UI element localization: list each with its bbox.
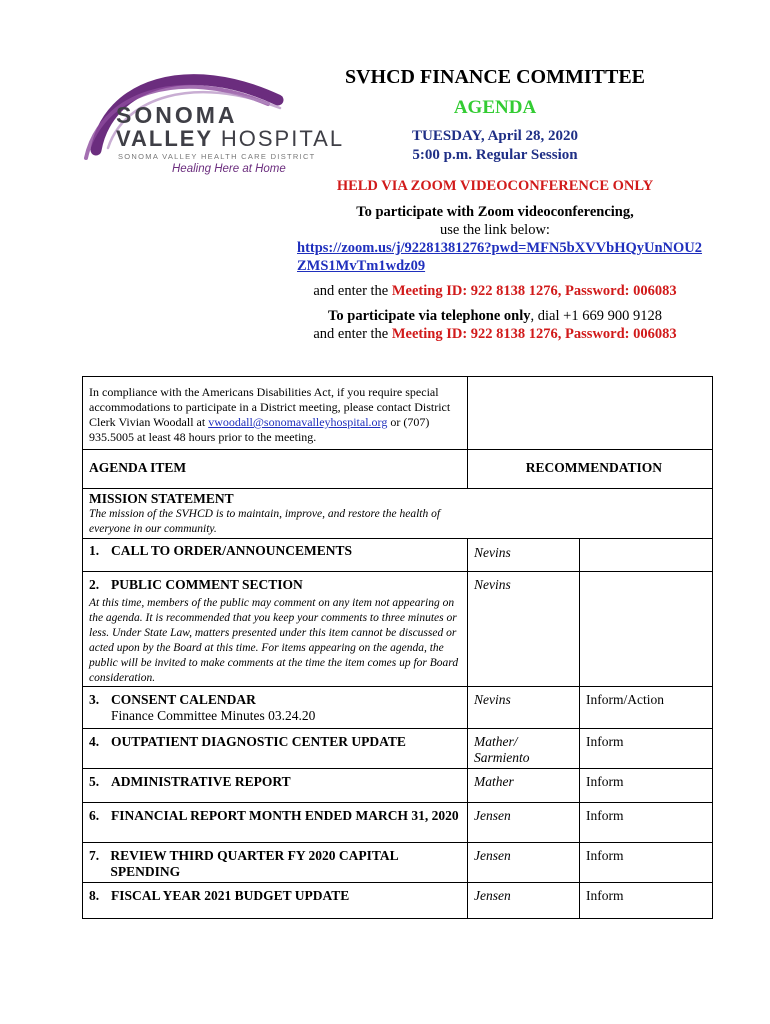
- meeting-date: TUESDAY, April 28, 2020: [411, 128, 579, 144]
- phone-line: To participate via telephone only, dial +1 669 900 9128: [328, 308, 662, 324]
- item-title: REVIEW THIRD QUARTER FY 2020 CAPITAL SPENDING: [110, 848, 398, 879]
- presenter: Jensen: [468, 843, 580, 883]
- zoom-link[interactable]: https://zoom.us/j/92281381276?pwd=MFN5bXVVbHQyUnNOU2ZMS1MvTm1wdz09: [297, 240, 703, 274]
- item-title: ADMINISTRATIVE REPORT: [111, 774, 291, 789]
- recommendation: Inform: [580, 729, 713, 769]
- zoom-only-notice: HELD VIA ZOOM VIDEOCONFERENCE ONLY: [336, 178, 654, 194]
- presenter: Mather: [468, 769, 580, 803]
- meeting-id-line: and enter the Meeting ID: 922 8138 1276, Password: 006083: [313, 283, 677, 299]
- recommendation: Inform: [580, 803, 713, 843]
- agenda-label: AGENDA: [453, 97, 537, 118]
- item-title: CONSENT CALENDAR: [111, 692, 256, 707]
- item-title: OUTPATIENT DIAGNOSTIC CENTER UPDATE: [111, 734, 406, 749]
- recommendation: Inform: [580, 883, 713, 919]
- presenter: Nevins: [468, 687, 580, 729]
- logo-district: SONOMA VALLEY HEALTH CARE DISTRICT: [118, 152, 316, 161]
- agenda-table: [82, 376, 713, 919]
- table-header-row: [83, 450, 713, 489]
- presenter: Mather/ Sarmiento: [468, 729, 580, 769]
- mission-text: The mission of the SVHCD is to maintain, improve, and restore the health of everyone in our community.: [89, 508, 441, 535]
- meeting-id-line-2: and enter the Meeting ID: 922 8138 1276, Password: 006083: [313, 326, 677, 342]
- item-note: At this time, members of the public may comment on any item not appearing on the agenda. It is recommended that you keep your comments to three minutes or less. Under State Law, matters presented under this item cannot be discussed or acted upon by the Board at this time. For items appearing on the agenda, the public will be invited to make comments at the time the item comes up for Board consideration.: [89, 597, 459, 684]
- zoom-intro: To participate with Zoom videoconferencing,: [356, 204, 634, 220]
- meeting-id-2: Meeting ID: 922 8138 1276, Password: 006083: [391, 326, 677, 342]
- recommendation: [580, 539, 713, 572]
- item-title: CALL TO ORDER/ANNOUNCEMENTS: [111, 543, 353, 558]
- item-title: FINANCIAL REPORT MONTH ENDED MARCH 31, 2020: [111, 808, 459, 823]
- meeting-id: Meeting ID: 922 8138 1276, Password: 006083: [391, 283, 677, 299]
- presenter: Nevins: [468, 572, 580, 687]
- presenter: Jensen: [468, 883, 580, 919]
- page-title: SVHCD FINANCE COMMITTEE: [344, 66, 646, 88]
- presenter: Jensen: [468, 803, 580, 843]
- table-row: 1. CALL TO ORDER/ANNOUNCEMENTS Nevins: [83, 539, 713, 572]
- logo-tagline: Healing Here at Home: [172, 163, 286, 175]
- item-title: PUBLIC COMMENT SECTION: [111, 577, 303, 592]
- table-row: 8. FISCAL YEAR 2021 BUDGET UPDATE Jensen Inform: [83, 883, 713, 919]
- table-row: 7. REVIEW THIRD QUARTER FY 2020 CAPITAL SPENDING Jensen Inform: [83, 843, 713, 883]
- table-row: 4. OUTPATIENT DIAGNOSTIC CENTER UPDATE Mather/ Sarmiento Inform: [83, 729, 713, 769]
- ada-notice: In compliance with the Americans Disabilities Act, if you require special accommodations to participate in a District meeting, please contact District Clerk Vivian Woodall at vwoodall@sonomavalleyhospital.org or (707) 935.5005 at least 48 hours prior to the meeting.: [83, 377, 468, 450]
- recommendation: [580, 572, 713, 687]
- table-row: 2. PUBLIC COMMENT SECTION At this time, members of the public may comment on any item not appearing on the agenda. It is recommended that you keep your comments to three minutes or less. Under State Law, matters presented under this item cannot be discussed or acted upon by the Board at this time. For items appearing on the agenda, the public will be invited to make comments at the time the item comes up for Board consideration. Nevins: [83, 572, 713, 687]
- hospital-logo: [78, 64, 345, 182]
- presenter: Nevins: [468, 539, 580, 572]
- item-title: FISCAL YEAR 2021 BUDGET UPDATE: [111, 888, 350, 903]
- meeting-session: 5:00 p.m. Regular Session: [412, 147, 578, 163]
- item-subtitle: Finance Committee Minutes 03.24.20: [111, 708, 316, 723]
- table-row: 5. ADMINISTRATIVE REPORT Mather Inform: [83, 769, 713, 803]
- link-intro: use the link below:: [440, 222, 550, 238]
- recommendation-header: RECOMMENDATION: [468, 450, 713, 489]
- table-row: 6. FINANCIAL REPORT MONTH ENDED MARCH 31, 2020 Jensen Inform: [83, 803, 713, 843]
- mission-title: MISSION STATEMENT: [89, 491, 234, 506]
- table-row: 3. CONSENT CALENDAR Finance Committee Minutes 03.24.20 Nevins Inform/Action: [83, 687, 713, 729]
- mission-row: [83, 489, 713, 539]
- logo-name-line1: SONOMA: [116, 102, 238, 128]
- logo-name-line2: VALLEY HOSPITAL: [116, 126, 345, 151]
- recommendation: Inform: [580, 769, 713, 803]
- clerk-email-link[interactable]: vwoodall@sonomavalleyhospital.org: [208, 415, 388, 429]
- recommendation: Inform: [580, 843, 713, 883]
- recommendation: Inform/Action: [580, 687, 713, 729]
- agenda-item-header: AGENDA ITEM: [83, 450, 468, 489]
- notice-row: [83, 377, 713, 450]
